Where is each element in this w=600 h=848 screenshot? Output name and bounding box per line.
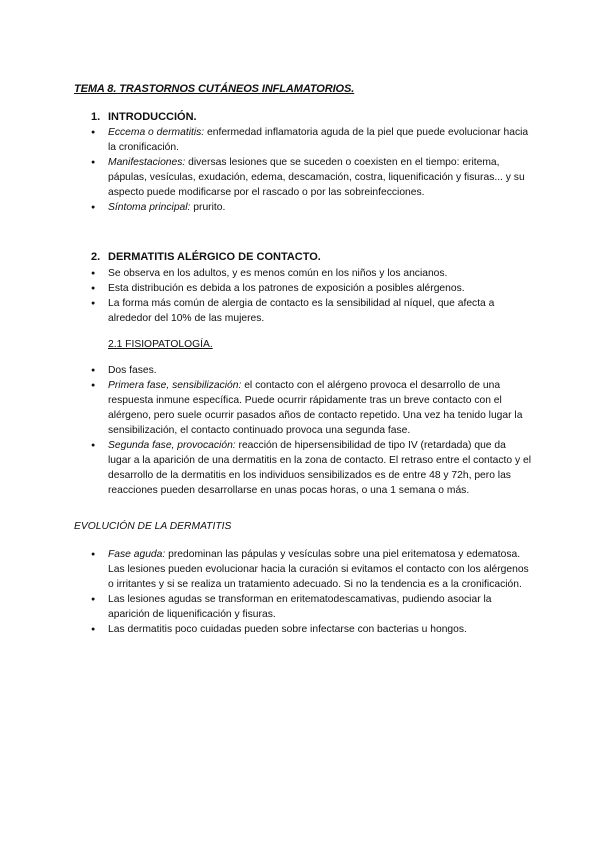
section-1-heading: [91, 111, 197, 123]
evolution-list: [91, 547, 531, 637]
list-item: ● Las lesiones agudas se transforman en eritematodescamativas, pudiendo asociar la aparición de liquenificación y fisuras.: [91, 592, 531, 622]
section-1-number: 1.: [91, 111, 101, 123]
list-item: ● Síntoma principal: prurito.: [91, 200, 531, 215]
list-item: ● Fase aguda: predominan las pápulas y vesículas sobre una piel eritematosa y edematosa. Las lesiones pueden evolucionar hacia la curación si evitamos el contacto con los alérgenos o irritantes y si se realiza un tratamiento adecuado. Si no la tendencia es a la cronificación.: [91, 547, 531, 592]
list-item: ● Primera fase, sensibilización: el contacto con el alérgeno provoca el desarrollo de una respuesta inmune específica. Puede ocurrir rápidamente tras un breve contacto con el alérgeno, pero suele ocurrir pasados años de contacto repetido. Una vez ha tenido lugar la sensibilización, el contacto continuado provoca una segunda fase.: [91, 378, 531, 438]
list-item: ● Las dermatitis poco cuidadas pueden sobre infectarse con bacterias u hongos.: [91, 622, 531, 637]
section-1-list: [91, 125, 531, 215]
list-item: ● Segunda fase, provocación: reacción de hipersensibilidad de tipo IV (retardada) que da lugar a la aparición de una dermatitis en la zona de contacto. El retraso entre el contacto y el desarrollo de la dermatitis en los individuos sensibilizados es de entre 48 y 72h, pero las reacciones pueden desarrollarse en unas pocas horas, o una 1 semana o más.: [91, 438, 531, 498]
subsection-list: [91, 363, 531, 498]
list-item: ● Manifestaciones: diversas lesiones que se suceden o coexisten en el tiempo: eritema, pápulas, vesículas, exudación, edema, descamación, costra, liquenificación y fisuras... y su aspecto puede modificarse por el rascado o por las sobreinfecciones.: [91, 155, 531, 200]
list-item: ● Se observa en los adultos, y es menos común en los niños y los ancianos.: [91, 266, 531, 281]
section-1-title: INTRODUCCIÓN.: [108, 111, 197, 123]
section-2-list: [91, 266, 531, 326]
section-2-title: DERMATITIS ALÉRGICO DE CONTACTO.: [108, 251, 321, 263]
list-item: ● Eccema o dermatitis: enfermedad inflamatoria aguda de la piel que puede evolucionar hacia la cronificación.: [91, 125, 531, 155]
list-item: ● La forma más común de alergia de contacto es la sensibilidad al níquel, que afecta a alrededor del 10% de las mujeres.: [91, 296, 531, 326]
list-item: ● Dos fases.: [91, 363, 531, 378]
document-title: TEMA 8. TRASTORNOS CUTÁNEOS INFLAMATORIOS.: [74, 83, 355, 95]
section-2-number: 2.: [91, 251, 101, 263]
subsection-heading: 2.1 FISIOPATOLOGÍA.: [108, 339, 213, 350]
list-item: ● Esta distribución es debida a los patrones de exposición a posibles alérgenos.: [91, 281, 531, 296]
section-2-heading: [91, 251, 321, 263]
evolution-heading: EVOLUCIÓN DE LA DERMATITIS: [74, 521, 232, 532]
